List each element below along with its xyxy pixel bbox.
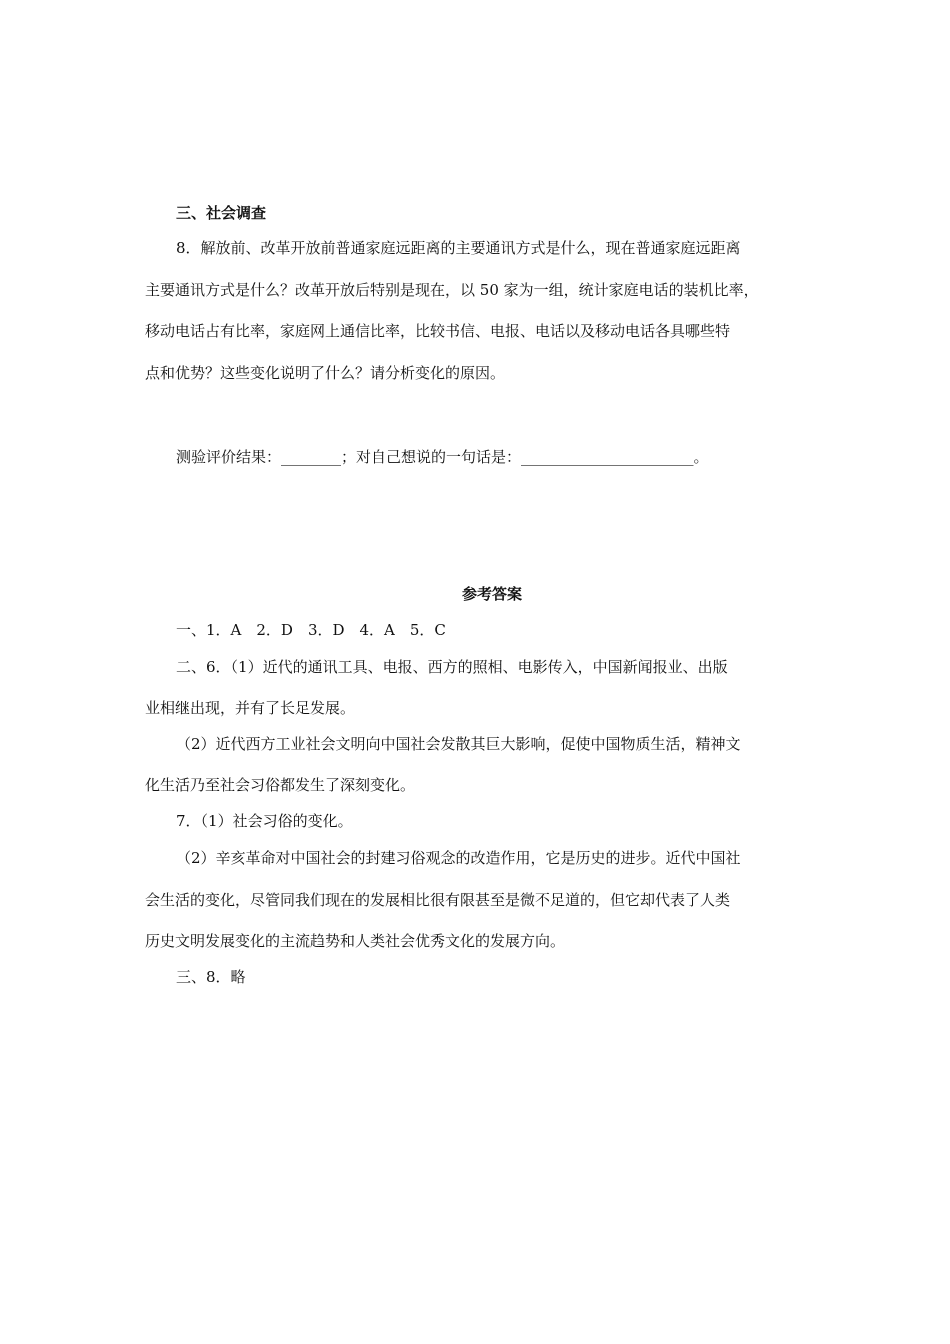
answers-7: 7．（1）社会习俗的变化。	[176, 812, 353, 830]
answers-part1: 一、1．A 2．D 3．D 4．A 5．C	[176, 621, 446, 639]
answers-7b-line-2: 会生活的变化，尽管同我们现在的发展相比很有限甚至是微不足道的，但它却代表了人类	[145, 891, 731, 909]
answers-part3: 三、8．略	[176, 968, 246, 986]
question-8-line-3: 移动电话占有比率，家庭网上通信比率，比较书信、电报、电话以及移动电话各具哪些特	[145, 322, 731, 340]
answers-6b-line-1: （2）近代西方工业社会文明向中国社会发散其巨大影响，促使中国物质生活，精神文	[176, 735, 741, 753]
question-8-line-4: 点和优势？这些变化说明了什么？请分析变化的原因。	[145, 364, 506, 382]
answers-6-line-2: 业相继出现，并有了长足发展。	[145, 699, 356, 717]
evaluation-line: 测验评价结果：________；对自己想说的一句话是：_______________________。	[176, 448, 709, 466]
answers-7b-line-1: （2）辛亥革命对中国社会的封建习俗观念的改造作用，它是历史的进步。近代中国社	[176, 849, 741, 867]
section-heading-social-survey: 三、社会调查	[176, 204, 267, 222]
answers-title: 参考答案	[461, 585, 522, 603]
question-8-line-1: 8．解放前、改革开放前普通家庭远距离的主要通讯方式是什么，现在普通家庭远距离	[176, 239, 741, 257]
answers-7b-line-3: 历史文明发展变化的主流趋势和人类社会优秀文化的发展方向。	[145, 932, 566, 950]
question-8-line-2: 主要通讯方式是什么？改革开放后特别是现在，以 50 家为一组，统计家庭电话的装机比率，	[145, 281, 759, 299]
answers-6-line-1: 二、6．（1）近代的通讯工具、电报、西方的照相、电影传入，中国新闻报业、出版	[176, 658, 728, 676]
answers-6b-line-2: 化生活乃至社会习俗都发生了深刻变化。	[145, 776, 416, 794]
